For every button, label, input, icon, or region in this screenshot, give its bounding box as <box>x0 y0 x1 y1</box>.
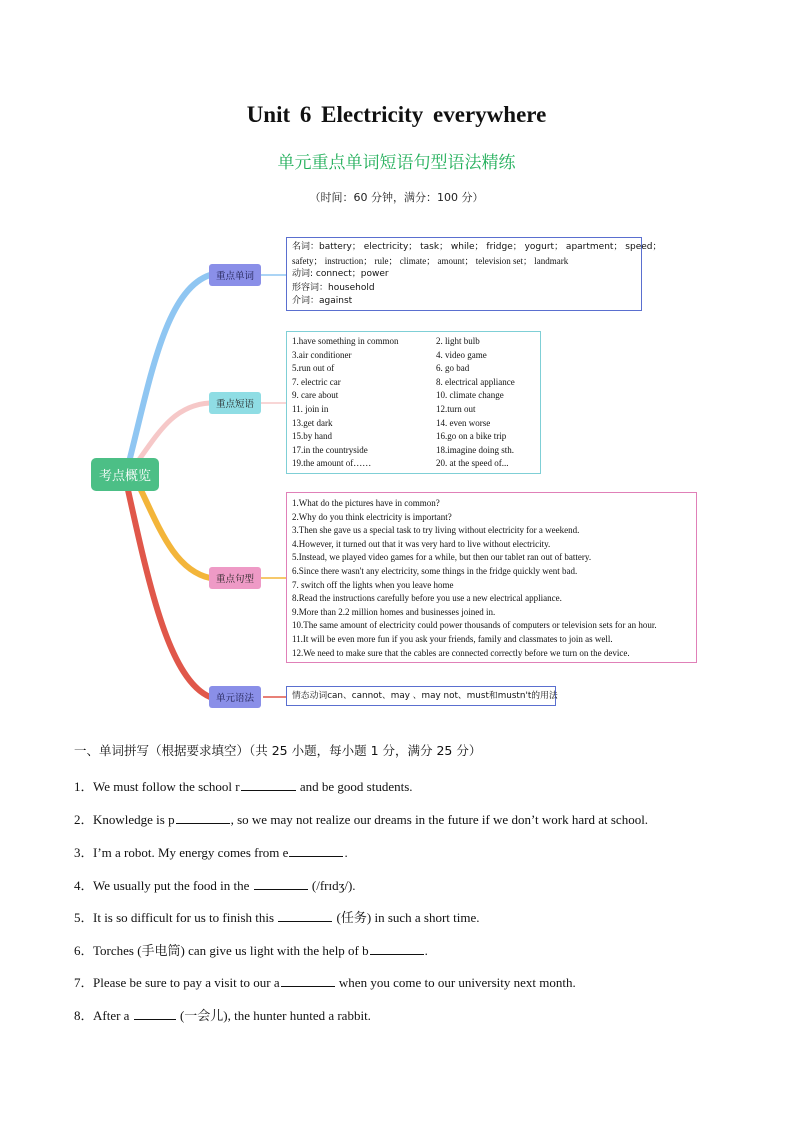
question-text-after: . <box>344 845 348 860</box>
phrase-item: 3.air conditioner <box>292 349 352 360</box>
branch-words <box>128 275 210 466</box>
sentence-line: 8.Read the instructions carefully before you use a new electrical appliance. <box>292 593 562 604</box>
answer-blank[interactable] <box>278 908 332 922</box>
sentence-line: 2.Why do you think electricity is important? <box>292 511 452 522</box>
question-item <box>74 842 348 861</box>
question-item <box>74 875 356 894</box>
phrase-item: 19.the amount of…… <box>292 458 372 469</box>
phrase-item: 8. electrical appliance <box>436 376 515 387</box>
question-text-before: I’m a robot. My energy comes from e <box>93 845 289 860</box>
question-number: 1． <box>74 779 94 794</box>
phrase-row <box>292 376 535 390</box>
phrases-box <box>286 331 541 474</box>
question-text-after: (/frɪdʒ/). <box>308 878 356 893</box>
phrase-item: 4. video game <box>436 349 487 360</box>
answer-blank[interactable] <box>289 843 343 857</box>
answer-blank[interactable] <box>176 810 230 824</box>
question-number: 4． <box>74 878 94 893</box>
question-item <box>74 940 428 959</box>
phrase-item: 10. climate change <box>436 390 504 401</box>
question-item <box>74 1005 371 1024</box>
question-number: 7． <box>74 975 94 990</box>
page-subtitle: 单元重点单词短语句型语法精练 <box>277 153 516 173</box>
phrase-item: 16.go on a bike trip <box>436 431 507 442</box>
phrase-item: 15.by hand <box>292 431 332 442</box>
node-unit-grammar: 单元语法 <box>209 686 261 708</box>
phrase-item: 17.in the countryside <box>292 444 368 455</box>
question-text-before: Torches (手电筒) can give us light with the help of b <box>93 943 369 958</box>
phrase-row <box>292 389 535 403</box>
phrase-item: 18.imagine doing sth. <box>436 444 514 455</box>
page-title: Unit 6 Electricity everywhere <box>246 102 547 127</box>
question-number: 6． <box>74 943 94 958</box>
question-item <box>74 809 648 828</box>
question-number: 5． <box>74 910 94 925</box>
question-text-after: (一会儿), the hunter hunted a rabbit. <box>176 1008 371 1023</box>
section-heading: 一、单词拼写（根据要求填空）（共 25 小题，每小题 1 分，满分 25 分） <box>74 743 482 758</box>
phrase-row <box>292 457 535 471</box>
phrase-row <box>292 444 535 458</box>
phrase-item: 11. join in <box>292 403 329 414</box>
phrase-item: 12.turn out <box>436 403 476 414</box>
question-text-before: After a <box>93 1008 133 1023</box>
sentence-line: 10.The same amount of electricity could power thousands of computers or television sets for an hour. <box>292 620 657 631</box>
phrase-item: 7. electric car <box>292 376 341 387</box>
answer-blank[interactable] <box>254 876 308 890</box>
phrase-item: 9. care about <box>292 390 339 401</box>
sentence-line: 12.We need to make sure that the cables are connected correctly before we turn on the device. <box>292 647 630 658</box>
phrase-row <box>292 403 535 417</box>
sentence-line: 5.Instead, we played video games for a while, but then our tablet ran out of battery. <box>292 552 592 563</box>
question-number: 8． <box>74 1008 94 1023</box>
node-key-phrases: 重点短语 <box>209 392 261 414</box>
phrase-item: 14. even worse <box>436 417 491 428</box>
phrase-item: 6. go bad <box>436 363 470 374</box>
answer-blank[interactable] <box>241 777 296 791</box>
question-text-before: We usually put the food in the <box>93 878 253 893</box>
branch-grammar <box>128 490 210 697</box>
phrase-row <box>292 430 535 444</box>
question-text-before: We must follow the school r <box>93 779 240 794</box>
answer-blank[interactable] <box>370 941 424 955</box>
answer-blank[interactable] <box>281 973 335 987</box>
sentence-line: 6.Since there wasn't any electricity, some things in the fridge quickly went bad. <box>292 565 578 576</box>
sentence-line: 1.What do the pictures have in common? <box>292 498 440 508</box>
phrase-row <box>292 335 535 349</box>
answer-blank[interactable] <box>134 1006 176 1020</box>
question-item <box>74 776 413 795</box>
phrase-row <box>292 417 535 431</box>
words-line: safety； instruction； rule； climate； amount； television set； landmark <box>292 255 569 266</box>
words-line: 形容词：household <box>292 282 375 293</box>
sentences-box <box>286 492 697 663</box>
phrase-item: 5.run out of <box>292 363 335 374</box>
sentence-line: 9.More than 2.2 million homes and businesses joined in. <box>292 606 496 617</box>
grammar-box: 情态动词can、cannot、may 、may not、must和mustn't的用法 <box>286 686 556 706</box>
question-text-before: It is so difficult for us to finish this <box>93 910 278 925</box>
question-item <box>74 907 480 926</box>
sentence-line: 11.It will be even more fun if you ask your friends, family and classmates to join as well. <box>292 633 613 644</box>
branch-sentences <box>140 488 210 578</box>
question-text-after: when you come to our university next month. <box>335 975 576 990</box>
words-line: 名词：battery； electricity； task； while； fridge； yogurt； apartment； speed； <box>292 242 662 252</box>
question-text-after: , so we may not realize our dreams in the future if we don’t work hard at school. <box>230 812 649 827</box>
question-number: 3． <box>74 845 94 860</box>
phrase-item: 1.have something in common <box>292 336 399 346</box>
question-text-after: . <box>424 943 428 958</box>
node-key-sentences: 重点句型 <box>209 567 261 589</box>
phrase-row <box>292 349 535 363</box>
words-line: 介词：against <box>292 296 353 307</box>
question-text-after: (任务) in such a short time. <box>333 910 480 925</box>
branch-phrases <box>136 403 210 464</box>
sentence-line: 3.Then she gave us a special task to try living without electricity for a weekend. <box>292 525 580 536</box>
phrase-item: 13.get dark <box>292 417 333 428</box>
question-text-before: Knowledge is p <box>93 812 175 827</box>
question-number: 2． <box>74 812 94 827</box>
node-key-words: 重点单词 <box>209 264 261 286</box>
question-text-after: and be good students. <box>296 779 413 794</box>
sentence-line: 7. switch off the lights when you leave home <box>292 579 454 590</box>
words-line: 动词: connect；power <box>292 269 389 280</box>
words-box <box>286 237 662 311</box>
phrase-item: 20. at the speed of... <box>436 458 509 469</box>
phrase-row <box>292 362 535 376</box>
question-item <box>74 972 576 991</box>
sentence-line: 4.However, it turned out that it was very hard to live without electricity. <box>292 538 551 549</box>
time-info: （时间：60 分钟，满分：100 分） <box>309 191 484 204</box>
phrase-item: 2. light bulb <box>436 336 480 346</box>
mindmap-center-node: 考点概览 <box>91 458 159 491</box>
question-text-before: Please be sure to pay a visit to our a <box>93 975 280 990</box>
